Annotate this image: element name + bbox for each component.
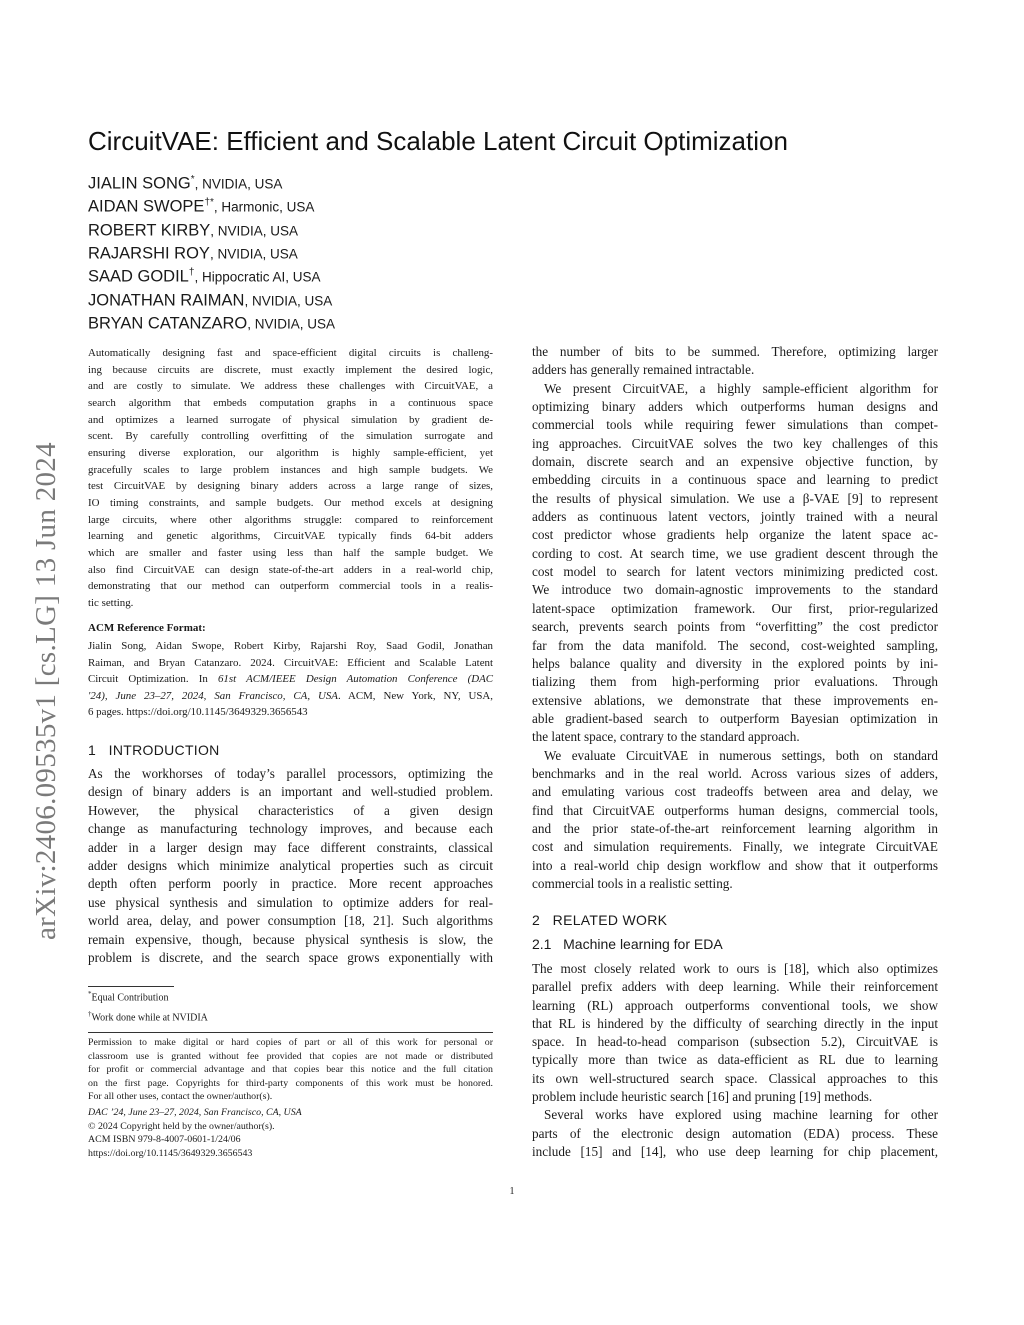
permission-line: on the first page. Copyrights for third-party components of this work must be honored. (88, 1077, 493, 1089)
paper-title: CircuitVAE: Efficient and Scalable Latent Circuit Optimization (88, 126, 788, 156)
reference-text: Circuit Optimization. In (88, 673, 218, 686)
footnote-text: Work done while at NVIDIA (91, 1012, 208, 1024)
reference-line (88, 688, 493, 705)
author (88, 221, 298, 241)
text-line: optimizing binary adders which outperforms human designs and (532, 399, 938, 415)
text-line: change as manufacturing technology improves, and because each (88, 821, 493, 837)
paragraph (88, 345, 493, 612)
text-line: and the prior state-of-the-art reinforcement learning algorithm in (532, 820, 938, 836)
text-line: problem include heuristic search [16] and pruning [19] methods. (532, 1089, 873, 1105)
text-line: IO timing constraints, and sample budgets. Our method excels at designing (88, 496, 493, 509)
text-line: domain, discrete search and an expensive objective function, by (532, 454, 938, 470)
text-line: cost model to search for latent vectors minimizing predicted cost. (532, 564, 938, 580)
text-line: demonstrating that our method can outperform commercial tools in a realis- (88, 580, 493, 593)
author-affiliation: , NVIDIA, USA (244, 293, 333, 308)
subsection-number: 2.1 (532, 936, 552, 952)
footnote (88, 1006, 208, 1026)
reference-line: Jialin Song, Aidan Swope, Robert Kirby, Rajarshi Roy, Saad Godil, Jonathan (88, 640, 493, 652)
text-line: Automatically designing fast and space-efficient digital circuits is challeng- (88, 347, 493, 359)
footnote-mark: † (88, 1010, 92, 1019)
text-line: world area, delay, and power consumption [18, 21]. Such algorithms (88, 913, 493, 929)
text-line: the latent space, contrary to the standard approach. (532, 729, 800, 745)
author-marks: * (190, 174, 195, 185)
text-line: search, prevents search points from “overfitting” the cost predictor (532, 619, 938, 635)
reference-line: Raiman, and Bryan Catanzaro. 2024. CircuitVAE: Efficient and Scalable Latent (88, 656, 493, 669)
text-line: As the workhorses of today’s parallel processors, optimizing the (88, 766, 493, 781)
permission-line: Permission to make digital or hard copies of part or all of this work for personal or (88, 1037, 493, 1048)
text-line: ing approaches. CircuitVAE solves the two key challenges of this (532, 435, 938, 451)
text-line: search algorithm that embeds computation graphs in a continuous space (88, 396, 493, 409)
reference-venue: '24), June 23–27, 2024, San Francisco, CA, USA (88, 689, 338, 702)
text-line: test CircuitVAE by designing binary adders across a large range of sizes, (88, 480, 493, 493)
text-line: We present CircuitVAE, a highly sample-efficient algorithm for (544, 380, 938, 396)
reference-format (88, 638, 493, 721)
text-line: gracefully scales to large problem instances and high sample budgets. We (88, 463, 493, 476)
author-affiliation: , Harmonic, USA (213, 199, 315, 215)
author-affiliation: , Hippocratic AI, USA (194, 269, 321, 285)
footnote-text: Equal Contribution (91, 992, 169, 1004)
text-line: that RL is hindered by the difficulty of searching directly in the input (532, 1015, 938, 1031)
text-line: adders as continuous latent vectors, jointly trained with a neural (532, 509, 938, 525)
permission-line: for profit or commercial advantage and that copies bear this notice and the full citation (88, 1064, 493, 1076)
text-line: adders has generally remained intractable. (532, 362, 755, 378)
publication-info (88, 1106, 302, 1160)
author-name: BRYAN CATANZARO (88, 314, 248, 333)
author-affiliation: , NVIDIA, USA (210, 223, 299, 239)
author-name: RAJARSHI ROY (88, 244, 210, 263)
footnote-mark: * (88, 990, 92, 998)
text-line: also find CircuitVAE can design state-of-the-art adders in a real-world chip, (88, 563, 493, 576)
paragraph (532, 380, 938, 747)
author (88, 174, 282, 194)
text-line: commercial tools while requiring fewer simulations than compet- (532, 417, 938, 433)
reference-line (88, 671, 493, 688)
reference-text: . ACM, New York, NY, USA, (337, 689, 493, 702)
subsection-heading (532, 936, 723, 952)
permission-line: For all other uses, contact the owner/author(s). (88, 1091, 273, 1103)
text-line: find that CircuitVAE outperforms human designs, commercial tools, (532, 802, 938, 818)
author (88, 197, 314, 217)
text-line: and optimizes a learned surrogate of physical simulation by gradient de- (88, 413, 493, 426)
paragraph (532, 747, 938, 894)
author-name: AIDAN SWOPE (88, 197, 205, 216)
reference-format-heading: ACM Reference Format: (88, 622, 206, 634)
text-line: learning and genetic algorithms, CircuitVAE typically finds 64-bit adders (88, 530, 493, 543)
author-affiliation: , NVIDIA, USA (247, 316, 335, 332)
section-number: 1 (88, 742, 97, 758)
author (88, 267, 321, 287)
author-affiliation: , NVIDIA, USA (194, 176, 283, 192)
section-heading-introduction (88, 742, 220, 758)
text-line: the results of physical simulation. We use a β-VAE [9] to represent (532, 490, 938, 506)
footnotes (88, 986, 208, 1027)
text-line: tializing them from high-performing prior evaluations. Through (532, 674, 938, 690)
text-line: benchmarks and in the real world. Across various sizes of adders, (532, 765, 938, 781)
text-line: and emulating various cost tradeoffs between area and delay, we (532, 784, 938, 800)
author-name: ROBERT KIRBY (88, 221, 211, 240)
reference-venue: 61st ACM/IEEE Design Automation Conference (DAC (217, 673, 493, 686)
text-line: parts of the electronic design automation (EDA) process. These (532, 1125, 938, 1141)
text-line: ing because circuits are discrete, must exactly implement the desired logic, (88, 363, 493, 376)
author-marks: † (188, 267, 195, 279)
text-line: adder designs which minimize analytical properties such as circuit (88, 858, 493, 874)
text-line: We introduce two domain-agnostic improvements to the standard (532, 582, 938, 598)
text-line: cost and simulation requirements. Finally, we integrate CircuitVAE (532, 839, 938, 855)
text-line: design of binary adders is an important and well-studied problem. (88, 784, 493, 800)
text-line: latent-space optimization framework. Our first, prior-regularized (532, 600, 938, 616)
text-line: commercial tools in a realistic setting. (532, 875, 733, 891)
text-line: cost predictor whose gradients help organize the latent space ac- (532, 527, 938, 543)
author-affiliation: , NVIDIA, USA (209, 246, 298, 262)
text-line: the number of bits to be summed. Therefore, optimizing larger (532, 344, 938, 359)
arxiv-identifier: arXiv:2406.09535v1 [cs.LG] 13 Jun 2024 (30, 442, 62, 940)
text-line: parallel prefix adders with deep learning. While their reinforcement (532, 979, 938, 995)
paragraph (88, 765, 493, 967)
text-line: into a real-world chip design workflow and show that it outperforms (532, 857, 938, 873)
text-line: We evaluate CircuitVAE in numerous settings, both on standard (544, 747, 938, 763)
introduction-continued (532, 343, 938, 893)
copyright: © 2024 Copyright held by the owner/author(s). (88, 1120, 275, 1132)
text-line: However, the physical characteristics of a given design (88, 802, 493, 818)
text-line: Several works have explored using machine learning for other (544, 1107, 938, 1123)
author (88, 244, 298, 264)
subsection-title: Machine learning for EDA (563, 936, 723, 952)
abstract (88, 345, 493, 612)
footnote (88, 986, 208, 1006)
reference-doi: 6 pages. https://doi.org/10.1145/3649329.3656543 (88, 706, 308, 719)
section-title: INTRODUCTION (108, 742, 220, 758)
text-line: tic setting. (88, 596, 134, 609)
text-line: large circuits, where other algorithms struggle: compared to reinforcement (88, 513, 493, 526)
permission-notice (88, 1036, 493, 1104)
text-line: cording to cost. At search time, we use gradient descent through the (532, 545, 938, 561)
text-line: embedding circuits in a continuous space and learning to predict (532, 472, 938, 488)
text-line: ensuring diverse exploration, our algorithm is highly sample-efficient, yet (88, 446, 493, 459)
text-line: problem is discrete, and the search space grows exponentially with (88, 950, 493, 966)
text-line: use physical synthesis and simulation to optimize adders for real- (88, 894, 493, 910)
author-marks: †* (204, 197, 214, 209)
paragraph (532, 960, 938, 1106)
text-line: typically more than twice as data-efficient as RL due to learning (532, 1052, 938, 1068)
paragraph (532, 1106, 938, 1161)
text-line: able gradient-based search to outperform Bayesian optimization in (532, 710, 938, 726)
author (88, 291, 332, 311)
author-name: JIALIN SONG (88, 174, 191, 193)
isbn: ACM ISBN 979-8-4007-0601-1/24/06 (88, 1134, 241, 1145)
section-heading-related-work (532, 912, 667, 928)
text-line: adder in a larger design may face different constraints, classical (88, 839, 493, 855)
text-line: space. In head-to-head comparison (subsection 5.2), CircuitVAE is (532, 1034, 938, 1050)
permission-line: classroom use is granted without fee provided that copies are not made or distributed (88, 1050, 493, 1062)
text-line: depth often perform poorly in practice. More recent approaches (88, 876, 493, 892)
section-title: RELATED WORK (552, 912, 668, 928)
text-line: include [15] and [14], who use deep learning for chip placement, (532, 1143, 938, 1159)
text-line: far from the data manifold. The second, cost-weighted sampling, (532, 637, 938, 653)
page-number: 1 (509, 1186, 515, 1197)
text-line: helps balance quality and diversity in the explored points by ini- (532, 655, 938, 671)
permission-rule (88, 1032, 493, 1033)
author (88, 314, 335, 334)
related-work-text (532, 960, 938, 1161)
text-line: remain expensive, though, because physical synthesis is slow, the (88, 931, 493, 947)
text-line: and are costly to simulate. We address these challenges with CircuitVAE, a (88, 380, 493, 393)
author-name: JONATHAN RAIMAN (88, 291, 245, 309)
author-name: SAAD GODIL (88, 267, 189, 286)
conference-info: DAC ’24, June 23–27, 2024, San Francisco, CA, USA (88, 1107, 302, 1118)
section-number: 2 (532, 912, 541, 928)
paragraph (532, 343, 938, 380)
text-line: its own well-structured search space. Classical approaches to this (532, 1070, 938, 1086)
text-line: The most closely related work to ours is [18], which also optimizes (532, 961, 938, 976)
text-line: extensive ablations, we demonstrate that these improvements en- (532, 692, 938, 708)
text-line: learning (RL) approach outperforms conventional tools, we show (532, 997, 938, 1013)
doi-link[interactable]: https://doi.org/10.1145/3649329.3656543 (88, 1147, 253, 1159)
introduction-text (88, 765, 493, 967)
text-line: scent. By carefully controlling overfitting of the simulation surrogate and (88, 430, 493, 443)
text-line: which are smaller and faster using less than half the sample budget. We (88, 546, 493, 559)
